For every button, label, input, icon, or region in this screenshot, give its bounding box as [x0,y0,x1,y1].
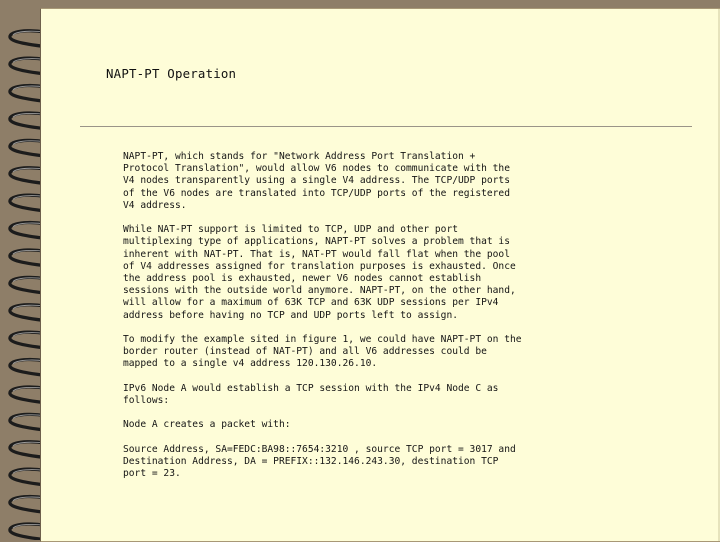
paragraph-tcp-session-intro: IPv6 Node A would establish a TCP session with the IPv4 Node C as follows: [123,382,499,407]
paragraph-packet-addresses: Source Address, SA=FEDC:BA98::7654:3210 , source TCP port = 3017 and Destination Address, DA = PREFIX::132.146.243.30, destination TCP port = 23. [123,443,516,480]
paragraph-example-modification: To modify the example sited in figure 1, we could have NAPT-PT on the border router (instead of NAT-PT) and all V6 addresses could be mapped to a single v4 address 120.130.26.10. [123,334,522,370]
paragraph-packet-creation: Node A creates a packet with: [123,419,291,431]
paragraph-nat-pt-limitation: While NAT-PT support is limited to TCP, UDP and other port multiplexing type of applications, NAPT-PT solves a problem that is inherent with NAT-PT. That is, NAT-PT would fall flat when the pool of V4 addresses assigned for translation purposes is exhausted. Once the address pool is exhausted, newer V6 nodes cannot establish sessions with the outside world anymore. NAPT-PT, on the other hand, will allow for a maximum of 63K TCP and 63K UDP sessions per IPv4 address before having no TCP and UDP ports left to assign. [123,224,516,321]
slide-body [123,151,559,493]
title-divider [80,126,692,127]
slide-title: NAPT-PT Operation [106,66,237,81]
paragraph-napt-pt-definition: NAPT-PT, which stands for "Network Address Port Translation + Protocol Translation", would allow V6 nodes to communicate with the V4 nodes transparently using a single V4 address. The TCP/UDP ports of the V6 nodes are translated into TCP/UDP ports of the registered V4 address. [123,151,510,211]
